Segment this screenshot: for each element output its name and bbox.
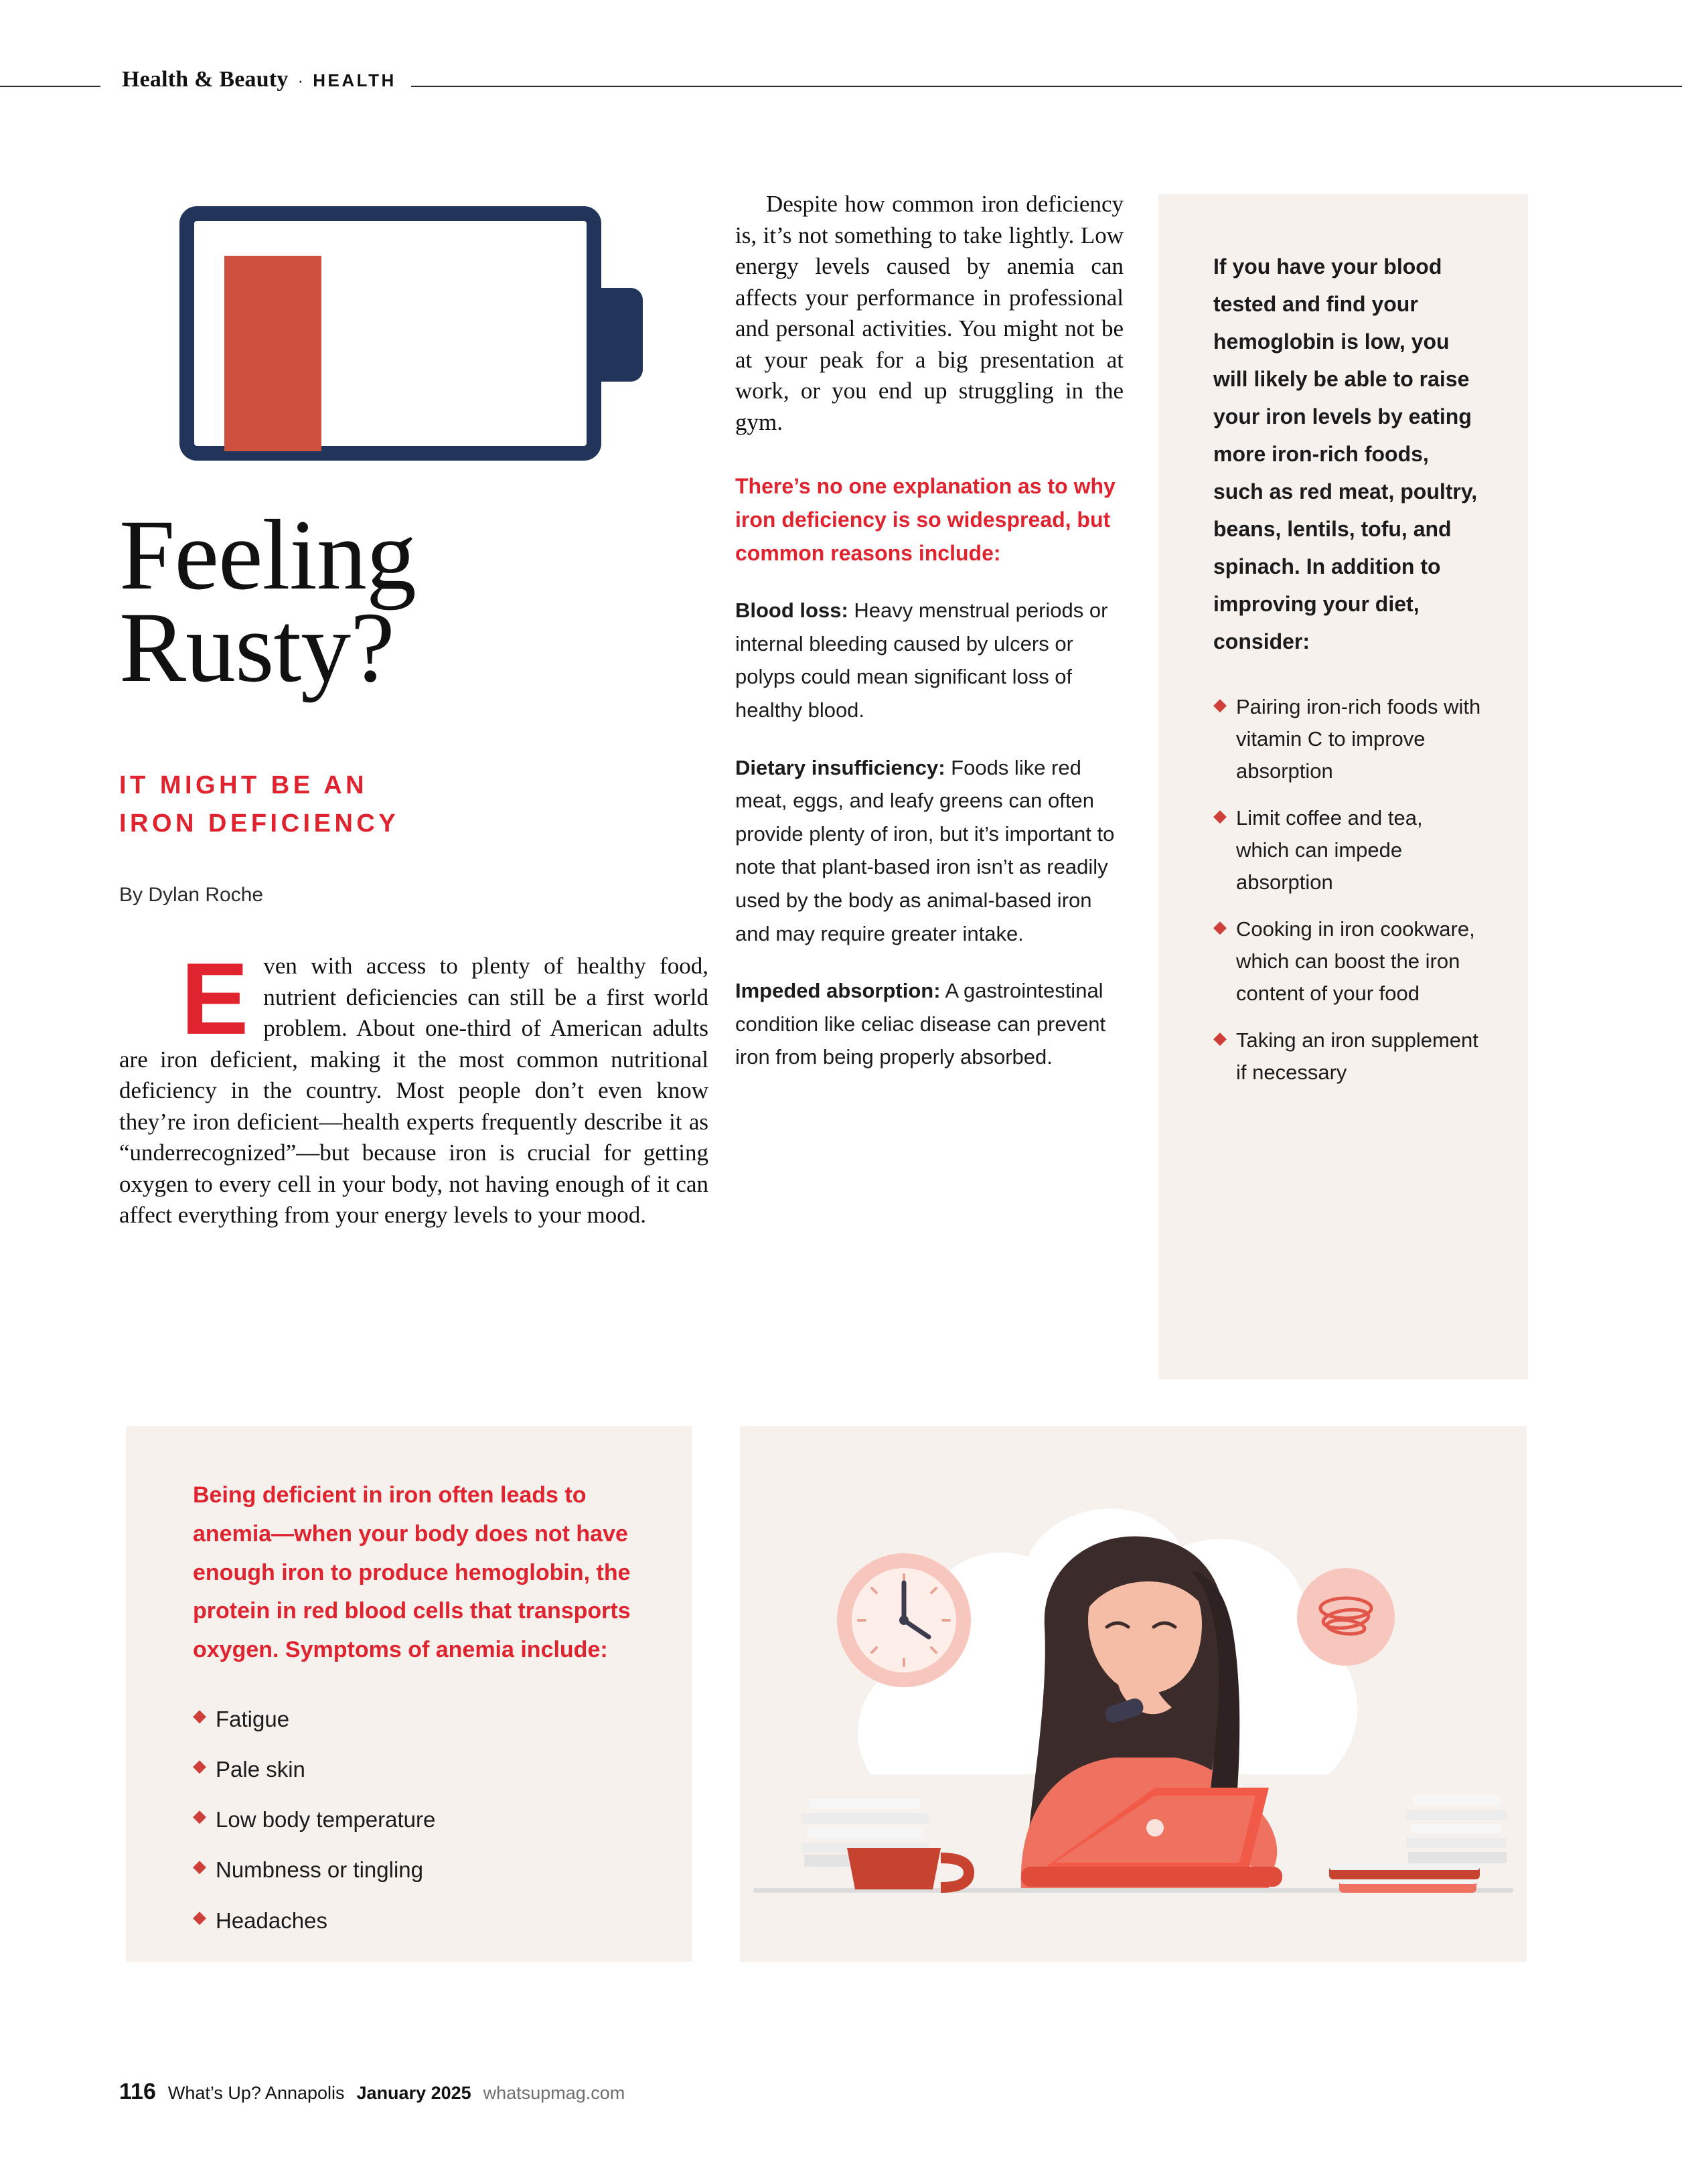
middle-intro-paragraph: Despite how common iron deficiency is, it’s not something to take lightly. Low energy levels caused by anemia can affects your performance in professional and personal activities. You might not be at your peak for a big presentation at work, or you end up struggling in the gym. — [735, 191, 1124, 435]
sidebar-content-anemia — [193, 1476, 648, 1954]
reason-item — [735, 594, 1124, 726]
anemia-heading: Being deficient in iron often leads to anemia—when your body does not have enough iron to produce hemoglobin, the protein in red blood cells that transports oxygen. Symptoms of anemia include: — [193, 1482, 631, 1663]
list-item — [193, 1752, 648, 1786]
book-stack-icon — [1329, 1865, 1480, 1893]
list-item — [1213, 1024, 1481, 1089]
lead-paragraph-block — [119, 942, 708, 1231]
list-item — [193, 1802, 648, 1837]
diamond-bullet-icon: ◆ — [1213, 694, 1227, 714]
page-header — [0, 67, 1682, 107]
list-item — [1213, 802, 1481, 899]
coffee-mug-icon — [847, 1848, 969, 1889]
battery-shell-icon — [179, 206, 601, 461]
sidebar-content-iron-tips — [1213, 248, 1481, 1104]
list-item — [1213, 913, 1481, 1010]
reason-item — [735, 974, 1124, 1074]
reason-item — [735, 751, 1124, 951]
reason-text: Heavy menstrual periods or internal bleeding caused by ulcers or polyps could mean significant loss of healthy blood. — [735, 599, 1108, 722]
middle-column — [735, 189, 1124, 1074]
website-url: whatsupmag.com — [483, 2083, 625, 2103]
article-illustration — [740, 1426, 1527, 1962]
list-item — [193, 1903, 648, 1938]
list-item — [193, 1702, 648, 1736]
sidebar-bullet-list — [1213, 691, 1481, 1089]
diamond-bullet-icon: ◆ — [1213, 1028, 1227, 1048]
magazine-name: What’s Up? Annapolis — [167, 2083, 345, 2103]
page-footer — [119, 2079, 625, 2105]
paper-stack-right — [1406, 1796, 1507, 1863]
article-subheadline — [119, 767, 695, 843]
diamond-bullet-icon: ◆ — [193, 1705, 206, 1725]
headline-line-1: Feeling — [119, 499, 416, 611]
list-item-label: Low body temperature — [216, 1807, 436, 1832]
reasons-heading: There’s no one explanation as to why iron deficiency is so widespread, but common reasons include: — [735, 474, 1116, 565]
diamond-bullet-icon: ◆ — [193, 1806, 206, 1826]
section-breadcrumb — [100, 67, 411, 107]
diamond-bullet-icon: ◆ — [1213, 917, 1227, 937]
breadcrumb-section: HEALTH — [313, 70, 396, 90]
battery-charge-level-icon — [224, 256, 321, 451]
list-item — [193, 1853, 648, 1887]
headline-line-2: Rusty? — [119, 592, 394, 703]
reason-term: Impeded absorption: — [735, 979, 941, 1003]
diamond-bullet-icon: ◆ — [193, 1856, 206, 1877]
low-battery-icon — [179, 201, 648, 469]
reason-term: Blood loss: — [735, 599, 848, 623]
list-item-label: Fatigue — [216, 1706, 290, 1731]
battery-terminal-icon — [595, 288, 643, 382]
breadcrumb-separator: · — [297, 70, 304, 90]
breadcrumb-department: Health & Beauty — [122, 67, 289, 92]
list-item-label: Pairing iron-rich foods with vitamin C to improve absorption — [1236, 695, 1481, 783]
list-item-label: Cooking in iron cookware, which can boost the iron content of your food — [1236, 917, 1475, 1006]
article-headline — [119, 499, 722, 703]
diamond-bullet-icon: ◆ — [193, 1906, 206, 1927]
article-byline: By Dylan Roche — [119, 884, 264, 906]
reason-text: A gastrointestinal condition like celiac disease can prevent iron from being properly absorbed. — [735, 979, 1106, 1069]
subheadline-line-1: IT MIGHT BE AN — [119, 771, 368, 799]
list-item-label: Headaches — [216, 1907, 327, 1933]
list-item — [1213, 691, 1481, 787]
reason-term: Dietary insufficiency: — [735, 755, 945, 779]
subheadline-line-2: IRON DEFICIENCY — [119, 809, 400, 838]
page-number: 116 — [119, 2079, 156, 2104]
list-item-label: Numbness or tingling — [216, 1857, 423, 1883]
reason-text: Foods like red meat, eggs, and leafy greens can often provide plenty of iron, but it’s important to note that plant-based iron isn’t as readily used by the body as animal-based iron and may require greater intake. — [735, 755, 1115, 945]
drop-cap: E — [181, 942, 249, 1056]
issue-date: January 2025 — [356, 2083, 471, 2103]
list-item-label: Limit coffee and tea, which can impede absorption — [1236, 806, 1423, 894]
tired-woman-at-desk-illustration — [740, 1426, 1527, 1962]
diamond-bullet-icon: ◆ — [193, 1756, 206, 1776]
lead-paragraph-text: ven with access to plenty of healthy food, nutrient deficiencies can still be a first world problem. About one-third of American adults are iron deficient, making it the most common nutritional deficiency in the country. Most people don’t even know they’re iron deficient—health experts frequently describe it as “underrecognized”—but because iron is crucial for getting oxygen to every cell in your body, not having enough of it can affect everything from your energy levels to your mood. — [119, 953, 708, 1229]
anemia-symptom-list — [193, 1702, 648, 1938]
list-item-label: Pale skin — [216, 1757, 305, 1782]
sidebar-heading: If you have your blood tested and find your hemoglobin is low, you will likely be able to raise your iron levels by eating more iron-rich foods, such as red meat, poultry, beans, lentils, tofu, and spinach. In addition to improving your diet, consider: — [1213, 254, 1478, 653]
diamond-bullet-icon: ◆ — [1213, 805, 1227, 826]
list-item-label: Taking an iron supplement if necessary — [1236, 1028, 1478, 1085]
